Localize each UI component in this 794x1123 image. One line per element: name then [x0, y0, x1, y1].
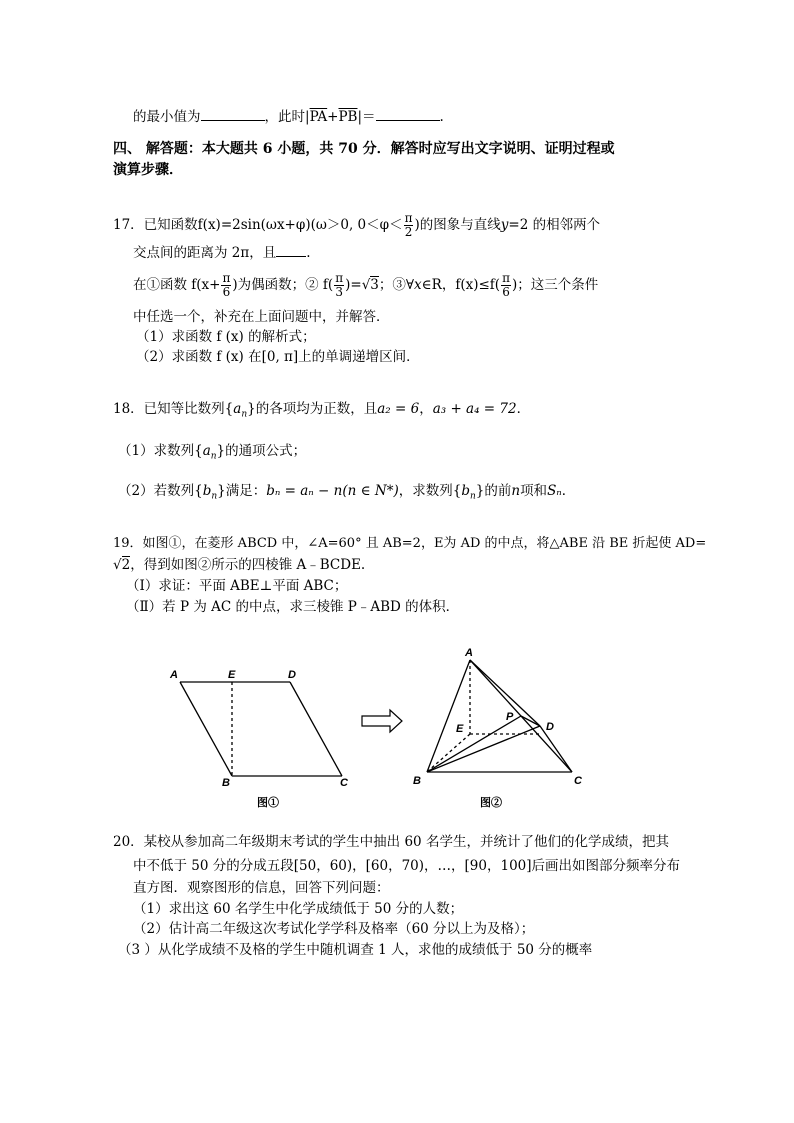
fig2-label-a: A [465, 647, 473, 659]
q18-part1: （1）求数列$\{a_n\}$的通项公式； [118, 443, 307, 462]
geometry-figures [0, 640, 794, 840]
answer-blank-1 [201, 108, 265, 121]
q20-line1: 20．某校从参加高二年级期末考试的学生中抽出 60 名学生，并统计了他们的化学成绩，把其 [113, 834, 669, 850]
q20-part3: （3 ）从化学成绩不及格的学生中随机调查 1 人，求他的成绩低于 50 分的概率 [118, 942, 593, 958]
fig2-label-b: B [413, 775, 421, 787]
section-title: 四、 解答题：本大题共 6 小题，共 70 分．解答时应写出文字说明、证明过程或 [113, 141, 615, 157]
top-line: 的最小值为 ，此时$|\overline{PA}+\overline{PB}|=$ . [133, 109, 444, 125]
q19-part1: （Ⅰ）求证：平面 ABE⊥平面 ABC； [126, 578, 348, 594]
q17-line1: 17．已知函数f(x)=2sin(ωx+φ)(ω＞0, 0＜φ＜ $\frac{\pi}{2}$ )的图象与直线y=2 的相邻两个 [113, 211, 601, 239]
fig1-label-a: A [170, 669, 178, 681]
q17-part1: （1）求函数 f (x) 的解析式； [136, 329, 316, 345]
fig1-label-b: B [222, 777, 230, 789]
fig1-label-c: C [340, 777, 348, 789]
fig1-caption: 图① [257, 797, 279, 809]
q20-part1: （1）求出这 60 名学生中化学成绩低于 50 分的人数； [133, 901, 464, 917]
q19-line1: 19．如图①，在菱形 ABCD 中，∠A=60° 且 AB=2，E为 AD 的中点，将△ABE 沿 BE 折起使 AD= [113, 536, 707, 551]
fraction: $\frac{\pi}{3}$ [335, 271, 344, 299]
q20-line3: 直方图．观察图形的信息，回答下列问题： [133, 880, 390, 896]
fraction: $\frac{\pi}{2}$ [404, 211, 413, 239]
arrow-right-icon [362, 710, 402, 732]
figure-1-rhombus [180, 682, 342, 776]
fraction: $\frac{\pi}{6}$ [502, 271, 510, 299]
fig1-label-e: E [228, 669, 236, 681]
answer-blank-3 [276, 244, 306, 257]
answer-blank-2 [376, 108, 440, 121]
fig2-label-c: C [574, 775, 582, 787]
q20-part2: （2）估计高二年级这次考试化学学科及格率（60 分以上为及格）； [133, 921, 535, 937]
q19-line2: √2，得到如图②所示的四棱锥 A﹣BCDE. [113, 557, 366, 573]
q19-part2: （Ⅱ）若 P 为 AC 的中点，求三棱锥 P﹣ABD 的体积． [126, 599, 460, 615]
q18-part2: （2）若数列$\{b_n\}$满足：bₙ = aₙ − n(n ∈ N*)，求数列$\{b_n\}$的前n项和Sₙ． [118, 483, 576, 502]
fig2-label-e: E [456, 723, 464, 735]
q20-line2: 中不低于 50 分的分成五段[50，60)，[60，70)，…，[90，100]后画出如图部分频率分布 [133, 858, 681, 874]
section-title-cont: 演算步骤． [113, 162, 183, 178]
fig2-label-p: P [506, 711, 514, 723]
q18-line1: 18．已知等比数列$\{a_n\}$的各项均为正数，且a₂ = 6，a₃ + a₄ = 72． [113, 401, 531, 420]
fig2-label-d: D [546, 721, 554, 733]
fig1-label-d: D [288, 669, 296, 681]
figure-2-pyramid [427, 660, 572, 772]
fraction: $\frac{\pi}{6}$ [222, 271, 231, 299]
fig2-caption: 图② [480, 797, 502, 809]
q17-line4: 中任选一个，补充在上面问题中，并解答． [133, 309, 390, 325]
q17-line2: 交点间的距离为 2π，且 . [133, 245, 311, 261]
q17-part2: （2）求函数 f (x) 在[0, π]上的单调递增区间． [136, 349, 420, 365]
q17-line3: 在①函数 f(x+ $\frac{\pi}{6}$ )为偶函数；② f( $\frac{\pi}{3}$ )=√3；③∀x∈R，f(x)≤f( $\frac{\pi}{6}$ )；这三个条件 [133, 271, 599, 299]
